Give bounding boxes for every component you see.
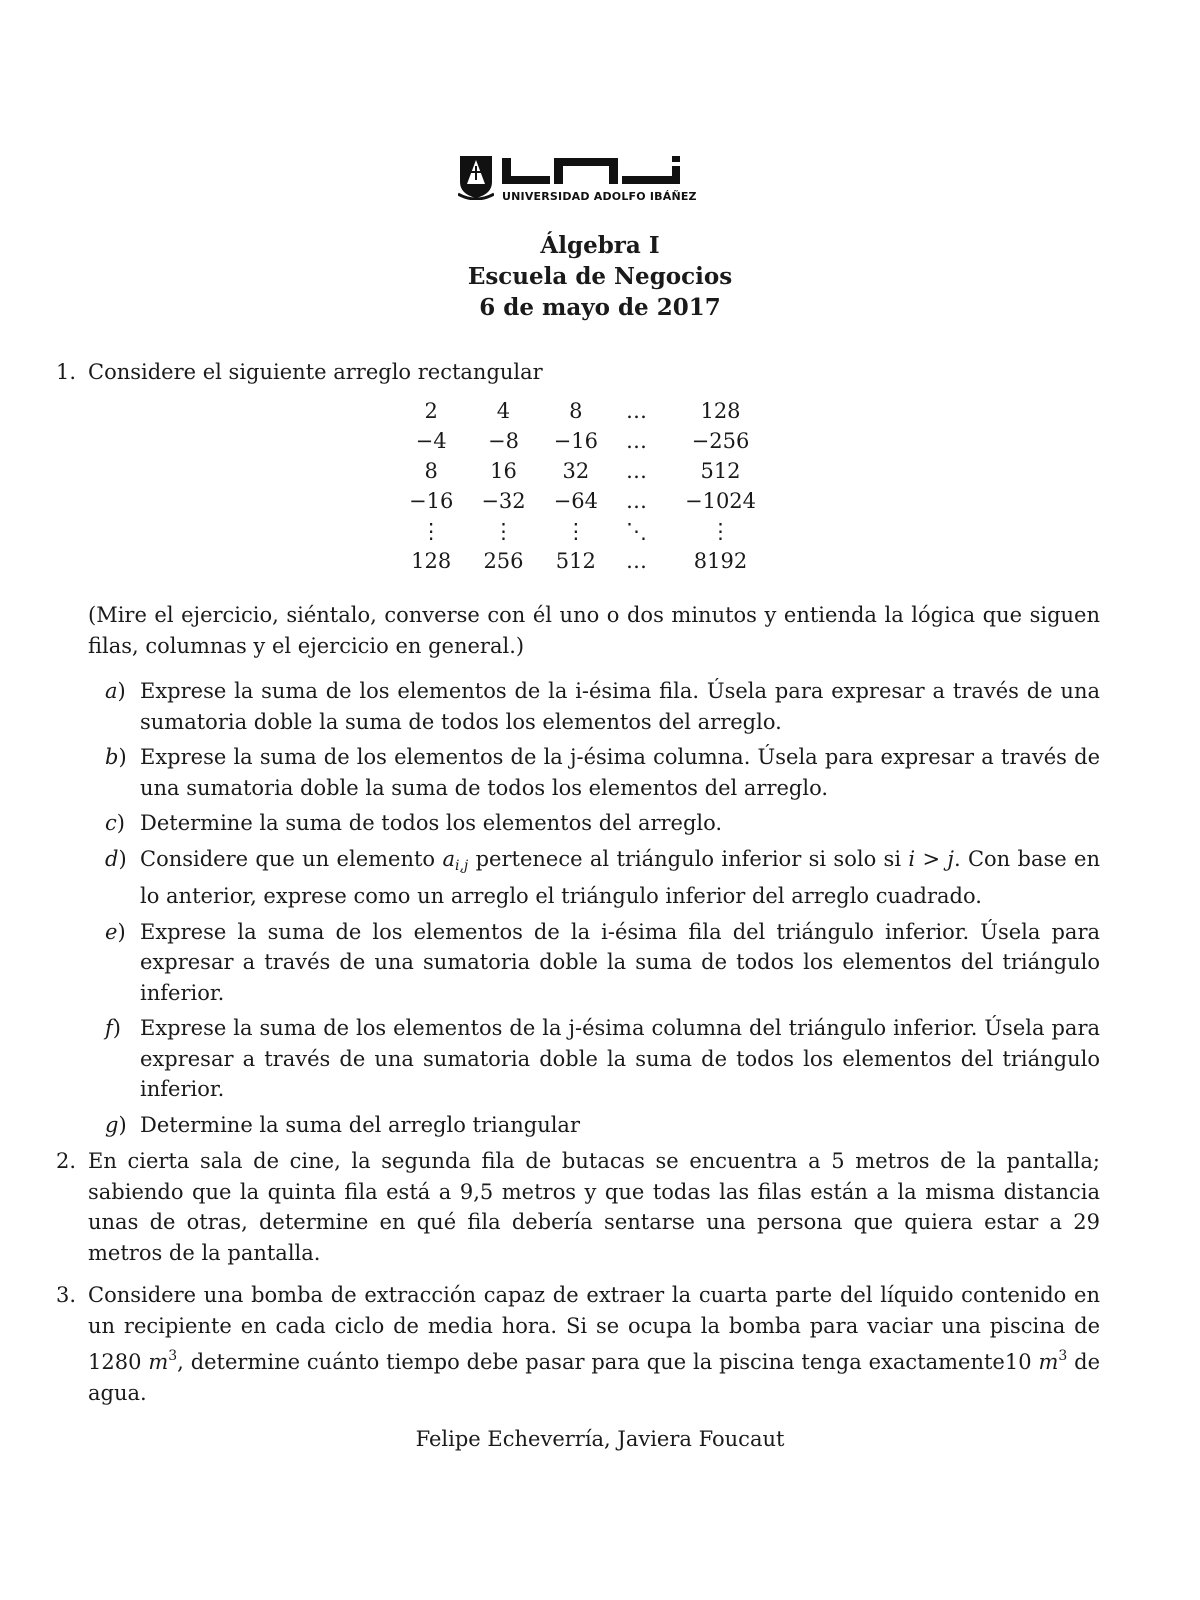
part-text: Determine la suma del arreglo triangular	[140, 1112, 580, 1137]
matrix-cell: −16	[409, 489, 454, 513]
part-f	[88, 1013, 1100, 1105]
math-condition: i > j	[908, 846, 954, 871]
part-text: Considere que un elemento ai,j pertenece al triángulo inferior si solo si i > j. Con base en lo anterior, exprese como un arreglo el triángulo inferior del arreglo cuadrado.	[140, 846, 1101, 908]
matrix-cell: …	[625, 549, 647, 573]
matrix-cell: 32	[562, 459, 590, 483]
problem-number: 2.	[56, 1149, 77, 1173]
university-name: UNIVERSIDAD ADOLFO IBÁÑEZ	[502, 190, 697, 203]
matrix-row	[395, 516, 770, 546]
part-text: Exprese la suma de los elementos de la j-ésima columna. Úsela para expresar a través de una sumatoria doble la suma de todos los elementos del arreglo.	[140, 745, 1100, 800]
matrix-cell: −1024	[684, 489, 757, 513]
matrix-cell: 8	[569, 399, 583, 423]
part-g	[88, 1110, 1100, 1141]
matrix-cell: 256	[483, 549, 524, 573]
matrix-row	[395, 426, 770, 456]
problem-2-text: En cierta sala de cine, la segunda fila de butacas se encuentra a 5 metros de la pantalla; sabiendo que la quinta fila está a 9,5 metros y que todas las filas están a la misma distancia unas de otras, determine en qué fila debería sentarse una persona que quiera estar a 29 metros de la pantalla.	[88, 1149, 1100, 1265]
part-text: Determine la suma de todos los elementos del arreglo.	[140, 811, 723, 835]
school-name: Escuela de Negocios	[467, 263, 733, 290]
matrix-cell: ⋱	[625, 519, 647, 543]
part-label: e)	[105, 919, 126, 944]
problem-2	[56, 1146, 1100, 1268]
matrix-cell: 8	[424, 459, 438, 483]
matrix-cell: 2	[424, 399, 438, 423]
matrix-cell: −64	[553, 489, 598, 513]
uai-wordmark-icon	[502, 156, 688, 186]
matrix-cell: 128	[411, 549, 452, 573]
matrix-cell: …	[625, 429, 647, 453]
part-text: Exprese la suma de los elementos de la j-ésima columna del triángulo inferior. Úsela para expresar a través de una sumatoria doble la suma de todos los elementos del triángulo inferior.	[140, 1016, 1100, 1101]
matrix-cell: ⋮	[710, 519, 731, 543]
part-a	[88, 676, 1100, 737]
matrix-row	[395, 456, 770, 486]
problem-number: 1.	[56, 360, 77, 384]
matrix-cell: ⋮	[492, 519, 514, 543]
problem-1-intro: Considere el siguiente arreglo rectangular	[88, 360, 543, 384]
part-text: Exprese la suma de los elementos de la i-ésima fila del triángulo inferior. Úsela para expresar a través de una sumatoria doble la suma de todos los elementos del triángulo inferior.	[140, 919, 1100, 1005]
matrix-cell: −8	[488, 429, 519, 453]
matrix-cell: ⋮	[565, 519, 587, 543]
part-label: b)	[105, 745, 127, 769]
matrix-cell: −4	[415, 429, 447, 453]
exam-header	[0, 230, 1200, 323]
part-label: g)	[105, 1112, 127, 1137]
part-d	[88, 844, 1100, 912]
part-label: d)	[105, 846, 127, 871]
matrix-cell: −16	[553, 429, 598, 453]
university-crest-icon	[458, 154, 494, 200]
matrix-row	[395, 546, 770, 576]
matrix-cell: −32	[481, 489, 526, 513]
authors: Felipe Echeverría, Javiera Foucaut	[415, 1427, 785, 1451]
matrix-cell: 512	[555, 549, 596, 573]
rectangular-array	[395, 396, 770, 576]
matrix-cell: …	[625, 459, 647, 483]
problem-1	[56, 357, 1100, 388]
matrix-cell: −256	[691, 429, 750, 453]
problem-1-note: (Mire el ejercicio, siéntalo, converse con él uno o dos minutos y entienda la lógica que siguen filas, columnas y el ejercicio en general.)	[88, 603, 1100, 658]
matrix-cell: 512	[700, 459, 741, 483]
math-element: a	[442, 846, 455, 871]
part-b	[88, 742, 1100, 803]
exam-date: 6 de mayo de 2017	[479, 294, 721, 321]
course-title: Álgebra I	[540, 232, 660, 259]
matrix-cell: …	[625, 489, 647, 513]
part-label: f)	[105, 1016, 121, 1040]
part-c	[88, 808, 1100, 839]
part-label: c)	[105, 811, 125, 835]
university-logo	[458, 152, 697, 208]
matrix-cell: 16	[490, 459, 517, 483]
problem-number: 3.	[56, 1283, 77, 1307]
matrix-cell: ⋮	[420, 519, 442, 543]
part-text: Exprese la suma de los elementos de la i-ésima fila. Úsela para expresar a través de una sumatoria doble la suma de todos los elementos del arreglo.	[140, 679, 1100, 734]
matrix-cell: …	[625, 399, 647, 423]
matrix-cell: 4	[496, 399, 511, 423]
part-e	[88, 917, 1100, 1009]
matrix-row	[395, 486, 770, 516]
matrix-cell: 8192	[693, 549, 748, 573]
problem-1-parts	[88, 676, 1100, 1145]
problem-3	[56, 1280, 1100, 1408]
part-label: a)	[105, 679, 126, 703]
matrix-row	[395, 396, 770, 426]
problem-3-text: Considere una bomba de extracción capaz de extraer la cuarta parte del líquido contenido en un recipiente en cada ciclo de media hora. Si se ocupa la bomba para vaciar una piscina de 1280 $m^3$, determine cuánto tiempo debe pasar para que la piscina tenga exactamente10 $m^3$ de agua.	[88, 1283, 1101, 1405]
matrix-cell: 128	[700, 399, 741, 423]
